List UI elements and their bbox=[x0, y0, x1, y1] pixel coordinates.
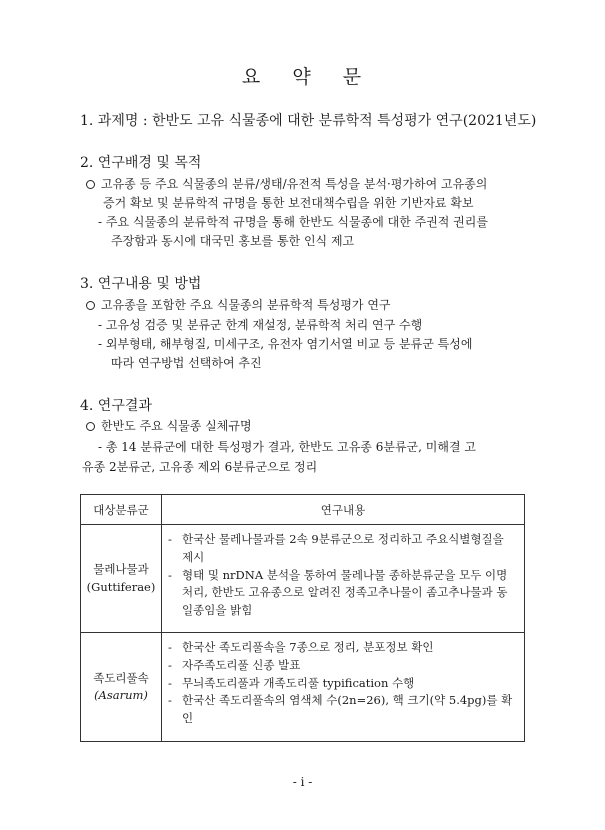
table-row bbox=[81, 525, 525, 633]
section-2-sub-item: - 주요 식물종의 분류학적 규명을 통해 한반도 식물종에 대한 주권적 권리를 bbox=[98, 215, 488, 229]
page-number: - i - bbox=[292, 775, 313, 789]
list-item: - 형태 및 nrDNA 분석을 통하여 물레나물 종하분류군을 모두 이명처리, 한반도 고유종으로 알려진 정족고추나물이 좀고추나물과 동일종임을 밝힘 bbox=[168, 567, 518, 620]
content-cell bbox=[162, 633, 525, 742]
taxon-cell bbox=[81, 633, 162, 742]
section-2-heading: 2. 연구배경 및 목적 bbox=[80, 155, 202, 171]
section-1-heading: 1. 과제명 : 한반도 고유 식물종에 대한 분류학적 특성평가 연구(2021년도) bbox=[80, 113, 537, 129]
taxon-name-latin: (Asarum) bbox=[94, 688, 148, 702]
section-2-bullet bbox=[86, 175, 487, 192]
section-2-sub-item-cont: 주장함과 동시에 대국민 홍보를 통한 인식 제고 bbox=[111, 234, 355, 248]
taxon-name-latin: (Guttiferae) bbox=[86, 579, 156, 594]
section-3-heading: 3. 연구내용 및 방법 bbox=[80, 276, 202, 292]
section-3-bullet bbox=[86, 296, 391, 313]
hollow-circle-bullet-icon bbox=[86, 180, 95, 189]
list-item-text: 형태 및 nrDNA 분석을 통하여 물레나물 종하분류군을 모두 이명처리, 한반도 고유종으로 알려진 정족고추나물이 좀고추나물과 동일종임을 밝힘 bbox=[182, 567, 508, 618]
hollow-circle-bullet-icon bbox=[86, 422, 95, 431]
section-4-heading: 4. 연구결과 bbox=[80, 398, 152, 414]
list-item: - 무늬족도리풀과 개족도리풀 typification 수행 bbox=[168, 675, 518, 693]
section-3-sub-item-2: - 외부형태, 해부형질, 미세구조, 유전자 염기서열 비교 등 분류군 특성에 bbox=[98, 337, 473, 351]
section-3-sub-item-1: - 고유성 검증 및 분류군 한계 재설정, 분류학적 처리 연구 수행 bbox=[98, 318, 423, 332]
section-3-bullet-text: 고유종을 포함한 주요 식물종의 분류학적 특성평가 연구 bbox=[101, 298, 391, 312]
section-3-sub-item-2-cont: 따라 연구방법 선택하여 추진 bbox=[111, 356, 262, 370]
page-title: 요 약 문 bbox=[241, 66, 364, 88]
table-header-content: 연구내용 bbox=[162, 495, 525, 525]
list-item-text: 한국산 족도리풀속의 염색체 수(2n=26), 핵 크기(약 5.4pg)를 확인 bbox=[182, 693, 513, 726]
list-item-text: 한국산 물레나물과를 2속 9분류군으로 정리하고 주요식별형질을 제시 bbox=[182, 532, 504, 564]
taxon-name-ko: 물레나물과 bbox=[93, 562, 149, 577]
results-table bbox=[80, 494, 525, 742]
list-item-text: 한국산 족도리풀속을 7종으로 정리, 분포정보 확인 bbox=[182, 640, 434, 654]
taxon-cell bbox=[81, 525, 162, 633]
list-item: - 한국산 족도리풀속의 염색체 수(2n=26), 핵 크기(약 5.4pg)를 확인 bbox=[168, 692, 518, 728]
hollow-circle-bullet-icon bbox=[86, 301, 95, 310]
table-row bbox=[81, 633, 525, 742]
taxon-name-ko: 족도리풀속 bbox=[93, 670, 149, 685]
list-item: - 한국산 물레나물과를 2속 9분류군으로 정리하고 주요식별형질을 제시 bbox=[168, 531, 518, 567]
section-4-sub-item: - 총 14 분류군에 대한 특성평가 결과, 한반도 고유종 6분류군, 미해결 고 bbox=[98, 440, 476, 454]
content-cell bbox=[162, 525, 525, 633]
list-item-text: 자주족도리풀 신종 발표 bbox=[182, 657, 301, 672]
section-4-sub-item-cont: 유종 2분류군, 고유종 제외 6분류군으로 정리 bbox=[82, 460, 318, 474]
table-header-row bbox=[81, 495, 525, 525]
list-item: - 자주족도리풀 신종 발표 bbox=[168, 657, 518, 675]
section-2-bullet-text: 고유종 등 주요 식물종의 분류/생태/유전적 특성을 분석·평가하여 고유종의 bbox=[101, 177, 488, 191]
section-2-bullet-cont: 증거 확보 및 분류학적 규명을 통한 보전대책수립을 위한 기반자료 확보 bbox=[103, 196, 474, 210]
section-4-bullet-text: 한반도 주요 식물종 실체규명 bbox=[101, 419, 252, 433]
list-item: - 한국산 족도리풀속을 7종으로 정리, 분포정보 확인 bbox=[168, 639, 518, 657]
table-header-taxon: 대상분류군 bbox=[81, 495, 162, 525]
list-item-text: 무늬족도리풀과 개족도리풀 typification 수행 bbox=[182, 675, 415, 690]
section-4-bullet bbox=[86, 417, 252, 434]
